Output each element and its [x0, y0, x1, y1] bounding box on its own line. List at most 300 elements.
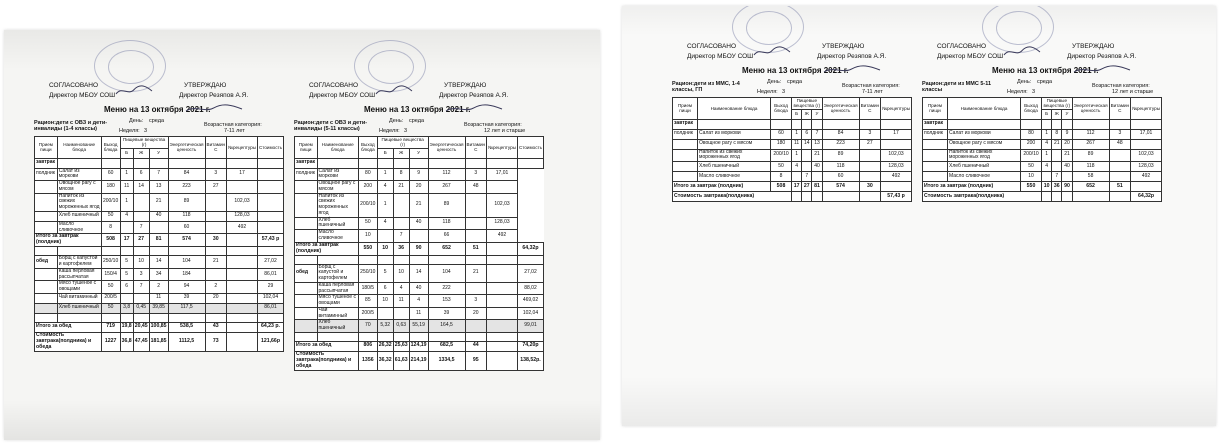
- total-value: 1227: [101, 332, 120, 351]
- empty-cell: [1062, 119, 1072, 129]
- empty-cell: [1109, 192, 1131, 202]
- dish-name: Напиток из свежих мороженных ягод: [948, 149, 1021, 162]
- empty-cell: [822, 192, 859, 202]
- age-category-value: 12 лет и старше: [1112, 89, 1154, 95]
- total-cost: 74,20р: [517, 341, 543, 351]
- total-value: 17: [792, 182, 802, 192]
- total-label: Итого за завтрак (полдник): [295, 242, 359, 255]
- empty-cell: [227, 268, 258, 281]
- empty-cell: [673, 172, 698, 182]
- dish-value: [227, 181, 258, 194]
- meal-row: [673, 119, 912, 129]
- menu-document-1: [34, 70, 284, 420]
- column-header: Пищевые вещества (г): [377, 137, 428, 149]
- table-row: [295, 282, 544, 295]
- dish-value: [465, 193, 487, 217]
- dish-value: 85: [358, 295, 377, 308]
- total-cost: 121,66р: [257, 332, 283, 351]
- day-label: День:: [129, 118, 144, 124]
- dish-value: [881, 139, 912, 149]
- dish-value: 40: [812, 162, 822, 172]
- total-value: 95: [465, 351, 487, 370]
- column-header: Ж: [393, 148, 409, 158]
- age-category-label: Возрастная категория:: [842, 83, 900, 89]
- dish-value: 492: [487, 230, 518, 243]
- column-header: Энергетическая ценность: [168, 137, 205, 159]
- empty-cell: [149, 247, 168, 256]
- empty-cell: [409, 332, 428, 341]
- dish-value: 9: [1062, 129, 1072, 139]
- total-value: 51: [1109, 182, 1131, 192]
- approval-approved-label: УТВЕРЖДАЮ: [1072, 43, 1115, 50]
- dish-value: 17,01: [1131, 129, 1162, 139]
- dish-value: [120, 221, 133, 234]
- meal-label-breakfast: завтрак: [295, 158, 318, 168]
- total-value: 90: [1062, 182, 1072, 192]
- week-value: 3: [782, 89, 786, 95]
- dish-value: [1062, 172, 1072, 182]
- empty-cell: [227, 281, 258, 294]
- dish-value: [205, 193, 227, 211]
- dish-value: 88,02: [517, 282, 543, 295]
- column-header: Стоимость: [517, 137, 543, 159]
- empty-cell: [1021, 119, 1042, 129]
- handwritten-signature: [374, 84, 414, 98]
- column-header: У: [409, 148, 428, 158]
- empty-cell: [377, 332, 393, 341]
- dish-name: Хлеб пшеничный: [698, 162, 771, 172]
- dish-value: 6: [377, 282, 393, 295]
- meal-label-breakfast: завтрак: [673, 119, 698, 129]
- empty-cell: [487, 351, 518, 370]
- dish-value: [205, 221, 227, 234]
- column-header: Пищевые вещества (г): [793, 98, 821, 109]
- dish-value: [465, 282, 487, 295]
- day-label: День:: [1017, 79, 1032, 85]
- dish-value: 10: [377, 295, 393, 308]
- empty-cell: [133, 158, 149, 168]
- column-header: Энергетическая ценность: [822, 98, 859, 120]
- empty-cell: [487, 282, 518, 295]
- week-value: 3: [144, 128, 148, 134]
- column-header: Прием пищи: [923, 98, 948, 120]
- dish-value: 86,01: [257, 268, 283, 281]
- table-row: [295, 181, 544, 194]
- dish-value: 8: [393, 168, 409, 181]
- spacer-row: [295, 255, 544, 264]
- empty-cell: [487, 295, 518, 308]
- ration-label: Рацион:дети из ММС 5-11 классы: [922, 81, 992, 94]
- dish-value: 128,03: [487, 217, 518, 230]
- dish-value: 40: [409, 217, 428, 230]
- empty-cell: [227, 158, 258, 168]
- empty-cell: [295, 320, 318, 333]
- total-value: 806: [358, 341, 377, 351]
- dish-value: 80: [358, 168, 377, 181]
- dish-value: [1109, 162, 1131, 172]
- handwritten-signature: [184, 103, 244, 115]
- empty-cell: [358, 255, 377, 264]
- menu-title: Меню на 13 октября 2021 г.: [364, 105, 471, 114]
- total-value: 30: [205, 234, 227, 247]
- total-value: 27: [802, 182, 812, 192]
- table-row: [673, 162, 912, 172]
- dish-value: 164,5: [428, 320, 465, 333]
- column-header: Б: [377, 148, 393, 158]
- total-row: [35, 234, 284, 247]
- empty-cell: [1072, 192, 1109, 202]
- table-row: [923, 149, 1162, 162]
- dish-value: 50: [1021, 162, 1042, 172]
- empty-cell: [205, 247, 227, 256]
- empty-cell: [923, 162, 948, 172]
- empty-cell: [205, 313, 227, 322]
- column-header: Прием пищи: [35, 137, 58, 159]
- day-value: среда: [149, 118, 165, 124]
- empty-cell: [377, 255, 393, 264]
- empty-cell: [487, 264, 518, 282]
- menu-document-2: [294, 70, 554, 420]
- dish-value: 7: [802, 172, 812, 182]
- column-header: У: [149, 148, 168, 158]
- total-value: 20,45: [133, 322, 149, 332]
- meal-label-snack: полдник: [35, 168, 58, 181]
- empty-cell: [487, 242, 518, 255]
- empty-cell: [792, 192, 802, 202]
- dish-value: 39: [168, 293, 205, 303]
- table-row: [673, 139, 912, 149]
- column-header: Наименование блюда: [948, 98, 1021, 120]
- dish-name: Масло сливочное: [698, 172, 771, 182]
- empty-cell: [393, 332, 409, 341]
- dish-value: 153: [428, 295, 465, 308]
- dish-value: 58: [1072, 172, 1109, 182]
- dish-name: Хлеб пшеничный: [317, 320, 358, 333]
- dish-value: 4: [409, 295, 428, 308]
- column-header: №рецептуры: [487, 137, 518, 159]
- empty-cell: [227, 332, 258, 351]
- dish-value: [257, 221, 283, 234]
- total-value: 10: [377, 242, 393, 255]
- dish-value: [859, 162, 881, 172]
- table-row: [295, 320, 544, 333]
- table-row: [35, 193, 284, 211]
- dish-value: 1: [1042, 129, 1052, 139]
- total-value: 719: [101, 322, 120, 332]
- dish-value: [1131, 139, 1162, 149]
- total-row: [295, 351, 544, 370]
- dish-name: Мясо тушеное с овощами: [317, 295, 358, 308]
- dish-value: 5: [377, 264, 393, 282]
- approval-approved-label: УТВЕРЖДАЮ: [184, 82, 227, 89]
- total-value: 19,8: [120, 322, 133, 332]
- column-header: Наименование блюда: [57, 137, 101, 159]
- week-label: Неделя:: [1007, 89, 1028, 95]
- empty-cell: [465, 255, 487, 264]
- total-value: 574: [168, 234, 205, 247]
- empty-cell: [465, 332, 487, 341]
- total-value: 26,32: [377, 341, 393, 351]
- dish-value: 1: [377, 168, 393, 181]
- dish-name: Чай витаминный: [57, 293, 101, 303]
- empty-cell: [149, 313, 168, 322]
- dish-value: 60: [771, 129, 792, 139]
- total-cost: [881, 182, 912, 192]
- dish-value: 84: [168, 168, 205, 181]
- dish-value: 150/4: [101, 268, 120, 281]
- table-header-row: [673, 98, 912, 110]
- age-category-value: 7-11 лет: [224, 128, 245, 134]
- empty-cell: [1052, 192, 1062, 202]
- total-label: Итого за завтрак (полдник): [35, 234, 102, 247]
- total-row: [673, 182, 912, 192]
- dish-name: Хлеб пшеничный: [948, 162, 1021, 172]
- dish-name: Напиток из свежих мороженных ягод: [58, 192, 100, 211]
- dish-value: 117,5: [168, 303, 205, 313]
- total-row: [35, 332, 284, 351]
- dish-value: 180: [771, 139, 792, 149]
- empty-cell: [881, 119, 912, 129]
- empty-cell: [257, 158, 283, 168]
- dish-value: 267: [428, 181, 465, 194]
- dish-value: [393, 193, 409, 217]
- dish-value: [377, 230, 393, 243]
- column-header: Витамин С: [859, 98, 881, 120]
- dish-name: Масло сливочное: [317, 230, 358, 243]
- dish-value: 13: [149, 181, 168, 194]
- dish-value: 11: [120, 181, 133, 194]
- dish-value: [205, 211, 227, 221]
- total-value: 1112,5: [168, 332, 205, 351]
- empty-cell: [517, 158, 543, 168]
- empty-cell: [859, 119, 881, 129]
- empty-cell: [35, 281, 58, 294]
- table-header-row: [35, 137, 284, 149]
- table-row: [35, 268, 284, 281]
- dish-value: 70: [358, 320, 377, 333]
- empty-cell: [168, 313, 205, 322]
- column-header: Стоимость: [257, 137, 283, 159]
- dish-value: 40: [1062, 162, 1072, 172]
- total-value: 538,5: [168, 322, 205, 332]
- dish-value: 21: [409, 193, 428, 217]
- dish-value: 5,32: [377, 320, 393, 333]
- dish-value: 89: [428, 193, 465, 217]
- dish-name: Овощное рагу с мясом: [948, 139, 1021, 149]
- age-category-value: 12 лет и старше: [484, 128, 526, 134]
- dish-value: 6: [133, 168, 149, 181]
- table-row: [35, 303, 284, 313]
- dish-name: Хлеб пшеничный: [317, 217, 358, 230]
- empty-cell: [35, 303, 58, 313]
- total-value: 508: [101, 234, 120, 247]
- dish-value: 21: [465, 264, 487, 282]
- dish-value: [802, 149, 812, 162]
- empty-cell: [358, 158, 377, 168]
- dish-value: 7: [393, 230, 409, 243]
- dish-value: [393, 217, 409, 230]
- empty-cell: [923, 172, 948, 182]
- dish-value: 21: [1052, 139, 1062, 149]
- dish-value: 200: [358, 181, 377, 194]
- dish-value: [393, 307, 409, 320]
- dish-value: 7: [133, 281, 149, 294]
- dish-value: 222: [428, 282, 465, 295]
- approval-agreed-label: СОГЛАСОВАНО: [937, 43, 987, 50]
- dish-value: 4: [393, 282, 409, 295]
- age-category-label: Возрастная категория:: [464, 122, 522, 128]
- empty-cell: [101, 158, 120, 168]
- dish-value: [465, 320, 487, 333]
- table-row: [295, 168, 544, 181]
- total-label: Итого за завтрак (полдник): [923, 182, 1021, 192]
- empty-cell: [698, 119, 771, 129]
- menu-document-3: [672, 31, 922, 291]
- dish-value: 0,63: [393, 320, 409, 333]
- total-value: 124,19: [409, 341, 428, 351]
- dish-value: 48: [1109, 139, 1131, 149]
- table-row: [295, 230, 544, 243]
- table-row: [673, 129, 912, 139]
- empty-cell: [35, 268, 58, 281]
- dish-value: 4: [377, 217, 393, 230]
- total-row: [35, 322, 284, 332]
- approval-agreed-by: Директор МБОУ СОШ: [309, 92, 376, 99]
- menu-title: Меню на 13 октября 2021 г.: [742, 66, 849, 75]
- empty-cell: [1062, 192, 1072, 202]
- approval-agreed-label: СОГЛАСОВАНО: [687, 43, 737, 50]
- dish-value: [802, 162, 812, 172]
- dish-value: [205, 268, 227, 281]
- empty-cell: [295, 181, 318, 194]
- total-value: 36: [393, 242, 409, 255]
- week-label: Неделя:: [379, 128, 400, 134]
- empty-cell: [393, 255, 409, 264]
- dish-name: Каша перловая рассыпчатая: [317, 282, 358, 295]
- dish-value: 102,03: [881, 149, 912, 162]
- dish-value: 27,02: [517, 264, 543, 282]
- spacer-row: [295, 332, 544, 341]
- table-row: [295, 193, 544, 217]
- cost-value: 57,43 р: [881, 192, 912, 202]
- dish-value: 200/10: [1021, 149, 1042, 162]
- total-value: 10: [1042, 182, 1052, 192]
- spacer-row: [35, 313, 284, 322]
- dish-value: [133, 193, 149, 211]
- column-header: Витамин С: [1109, 98, 1131, 120]
- dish-value: 8: [1052, 129, 1062, 139]
- total-value: 61,63: [393, 351, 409, 370]
- dish-name: Салат из моркови: [317, 168, 358, 181]
- dish-value: 5: [120, 268, 133, 281]
- total-value: 43: [205, 322, 227, 332]
- column-header: Прием пищи: [295, 137, 318, 159]
- dish-value: 39,85: [149, 303, 168, 313]
- empty-cell: [673, 149, 698, 162]
- empty-cell: [227, 293, 258, 303]
- total-value: 100,85: [149, 322, 168, 332]
- total-value: 36,32: [377, 351, 393, 370]
- empty-cell: [120, 313, 133, 322]
- dish-value: [377, 307, 393, 320]
- ration-label: Рацион:дети с ОВЗ и дети-инвалиды (1-4 классы): [34, 120, 108, 133]
- total-cost: 57,43 р: [257, 234, 283, 247]
- total-label: Стоимость завтрака(полдника) и обеда: [35, 332, 102, 351]
- dish-value: 5: [120, 256, 133, 269]
- column-header: Витамин С: [205, 137, 227, 159]
- empty-cell: [923, 149, 948, 162]
- dish-value: 39: [428, 307, 465, 320]
- dish-value: 492: [881, 172, 912, 182]
- dish-value: 469,02: [517, 295, 543, 308]
- dish-value: 3: [465, 295, 487, 308]
- dish-value: 99,01: [517, 320, 543, 333]
- empty-cell: [1052, 119, 1062, 129]
- approval-approved-label: УТВЕРЖДАЮ: [822, 43, 865, 50]
- total-cost: 138,52р.: [517, 351, 543, 370]
- table-row: [35, 281, 284, 294]
- empty-cell: [487, 255, 518, 264]
- empty-cell: [409, 158, 428, 168]
- dish-value: 20: [465, 307, 487, 320]
- total-value: 17: [120, 234, 133, 247]
- menu-table: [294, 136, 544, 371]
- dish-value: 14: [409, 264, 428, 282]
- handwritten-signature: [1002, 45, 1042, 59]
- dish-value: [149, 221, 168, 234]
- age-category-value: 7-11 лет: [862, 89, 883, 95]
- empty-cell: [358, 332, 377, 341]
- empty-cell: [673, 139, 698, 149]
- dish-value: [792, 172, 802, 182]
- dish-value: 50: [101, 281, 120, 294]
- dish-value: [120, 293, 133, 303]
- handwritten-signature: [114, 84, 154, 98]
- empty-cell: [168, 158, 205, 168]
- dish-value: [812, 172, 822, 182]
- dish-value: [859, 149, 881, 162]
- dish-value: 21: [812, 149, 822, 162]
- approval-approved-by: Директор Резяпов А.Я.: [179, 92, 249, 99]
- dish-value: 200/5: [358, 307, 377, 320]
- empty-cell: [802, 192, 812, 202]
- cost-value: 64,32р: [1131, 192, 1162, 202]
- dish-value: 50: [358, 217, 377, 230]
- dish-value: 4: [1042, 162, 1052, 172]
- table-header-row: [923, 98, 1162, 110]
- dish-name: Салат из моркови: [948, 129, 1021, 139]
- empty-cell: [227, 303, 258, 313]
- total-value: 1356: [358, 351, 377, 370]
- dish-value: 7: [133, 221, 149, 234]
- column-header: Прием пищи: [673, 98, 698, 120]
- meal-row: [923, 119, 1162, 129]
- dish-value: [257, 181, 283, 194]
- dish-value: 84: [822, 129, 859, 139]
- ration-label: Рацион:дети с ОВЗ и дети-инвалиды (5-11 классы): [294, 120, 368, 133]
- empty-cell: [393, 158, 409, 168]
- dish-value: 4: [792, 162, 802, 172]
- dish-value: 102,04: [257, 293, 283, 303]
- dish-value: [1109, 149, 1131, 162]
- menu-document-4: [922, 31, 1172, 291]
- dish-value: [465, 230, 487, 243]
- week-label: Неделя:: [119, 128, 140, 134]
- dish-name: Хлеб пшеничный: [57, 211, 101, 221]
- dish-value: 200/10: [771, 149, 792, 162]
- dish-value: 102,04: [517, 307, 543, 320]
- table-row: [35, 256, 284, 269]
